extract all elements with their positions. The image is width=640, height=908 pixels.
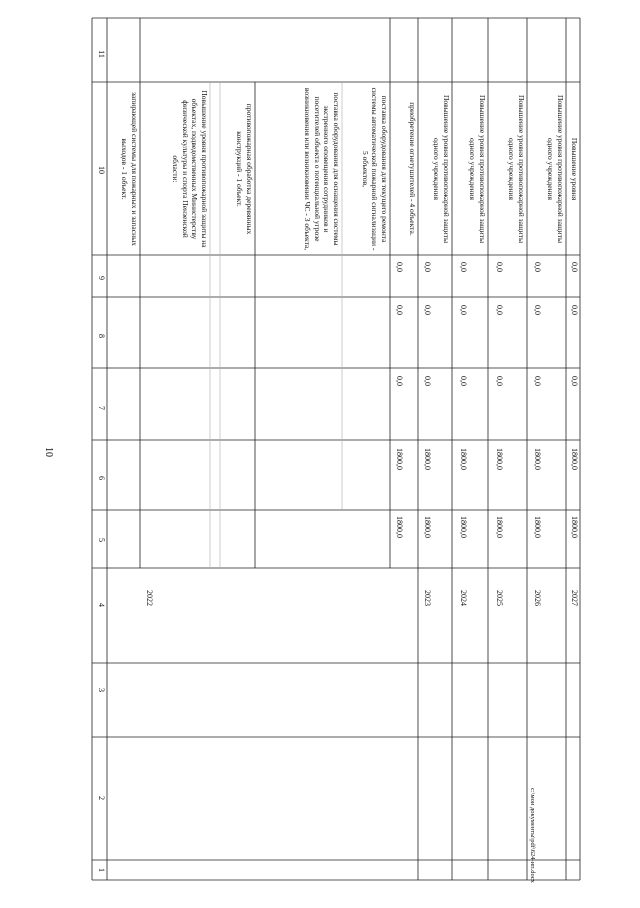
- row-c6: 1800,0: [533, 448, 542, 470]
- row-c5: 1800,0: [459, 516, 468, 538]
- row-c9: 0,0: [459, 262, 468, 272]
- footer-file-path: c:\мои документы\pdf\624-ип.docx: [529, 788, 536, 883]
- row-year: 2023: [423, 590, 432, 606]
- row-text: Повышение уровня противопожарной защиты на объектах, подведомственных Министерству физической культуры и спорта Пензенской области:: [171, 90, 209, 248]
- row-c7: 0,0: [395, 376, 404, 386]
- row-year: 2026: [533, 590, 542, 606]
- col-header-5: 5: [97, 538, 106, 542]
- row-c8: 0,0: [533, 305, 542, 315]
- row-text: запирающей системы для пожарных и запасных выходов - 1 объект.: [120, 92, 139, 246]
- row-text: Повышение уровня противопожарной защиты одного учреждения: [432, 94, 451, 244]
- row-c7: 0,0: [459, 376, 468, 386]
- row-c9: 0,0: [533, 262, 542, 272]
- col-header-8: 8: [97, 334, 106, 338]
- row-c8: 0,0: [423, 305, 432, 315]
- row-c6: 1800,0: [495, 448, 504, 470]
- row-text: поставка оборудования для оснащения системы экстренного оповещения сотрудников и посетителей объекта о потенциальной угрозе возникновения или возникновении ЧС - 3 объекта,: [303, 87, 341, 251]
- row-c9: 0,0: [570, 262, 579, 272]
- row-c5: 1800,0: [423, 516, 432, 538]
- row-year: 2024: [459, 590, 468, 606]
- col-header-1: 1: [97, 868, 106, 872]
- row-text: противопожарная обработка деревянных конструкций - 1 объект.: [235, 103, 254, 235]
- row-text: поставка оборудования для текущего ремонта системы автоматической пожарной сигнализации - 5 объектов,: [361, 87, 389, 251]
- row-c7: 0,0: [533, 376, 542, 386]
- row-text: Повышение уровня противопожарной защиты одного учреждения: [468, 94, 487, 244]
- row-c6: 1800,0: [570, 448, 579, 470]
- row-text: приобретение огнетушителей - 4 объекта.: [408, 102, 417, 236]
- row-year: 2025: [495, 590, 504, 606]
- col-header-7: 7: [97, 406, 106, 410]
- row-c9: 0,0: [495, 262, 504, 272]
- page-number: 10: [43, 447, 54, 457]
- row-c9: 0,0: [423, 262, 432, 272]
- row-c8: 0,0: [395, 305, 404, 315]
- row-c6: 1800,0: [395, 448, 404, 470]
- row-text: Повышение уровня противопожарной защиты одного учреждения: [546, 94, 565, 244]
- row-c8: 0,0: [459, 305, 468, 315]
- col-header-11: 11: [97, 50, 106, 58]
- row-c5: 1800,0: [533, 516, 542, 538]
- col-header-2: 2: [97, 796, 106, 800]
- row-year: 2022: [145, 590, 154, 606]
- row-text: Повышение уровня: [570, 137, 579, 201]
- col-header-6: 6: [97, 476, 106, 480]
- row-c6: 1800,0: [423, 448, 432, 470]
- row-text: Повышение уровня противопожарной защиты одного учреждения: [507, 94, 526, 244]
- row-c5: 1800,0: [495, 516, 504, 538]
- col-header-10: 10: [97, 166, 106, 174]
- row-c8: 0,0: [570, 305, 579, 315]
- row-year: 2027: [570, 590, 579, 606]
- col-header-3: 3: [97, 688, 106, 692]
- row-c9: 0,0: [395, 262, 404, 272]
- col-header-9: 9: [97, 276, 106, 280]
- col-header-4: 4: [97, 603, 106, 607]
- row-c8: 0,0: [495, 305, 504, 315]
- row-c6: 1800,0: [459, 448, 468, 470]
- row-c5: 1800,0: [395, 516, 404, 538]
- row-c5: 1800,0: [570, 516, 579, 538]
- row-c7: 0,0: [570, 376, 579, 386]
- row-c7: 0,0: [495, 376, 504, 386]
- row-c7: 0,0: [423, 376, 432, 386]
